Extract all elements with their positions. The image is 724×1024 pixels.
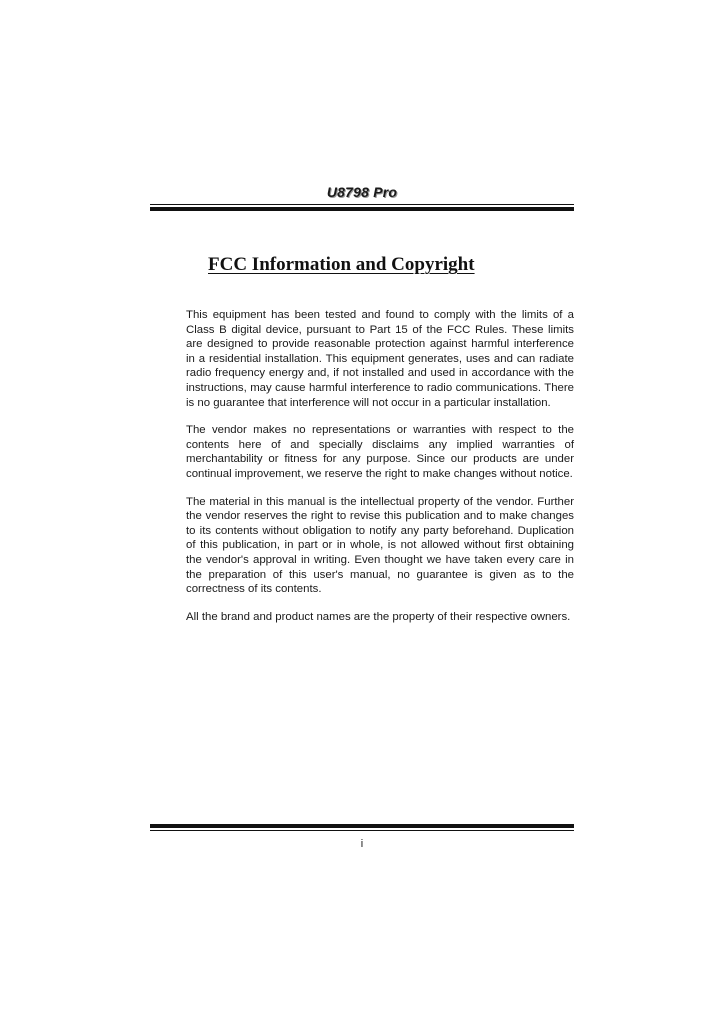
footer-rule-thick-line [150, 824, 574, 828]
footer-rule-thin-line [150, 830, 574, 831]
page-title: FCC Information and Copyright [208, 254, 475, 275]
header-rule-thin-line [150, 204, 574, 205]
header-rule-thick-line [150, 207, 574, 211]
paragraph-copyright: The material in this manual is the intellectual property of the vendor. Further the vendor reserves the right to revise this publication and to make changes to its contents without obligation to notify any party beforehand. Duplication of this publication, in part or in whole, is not allowed without first obtaining the vendor's approval in writing. Even thought we have taken every care in the preparation of this user's manual, no guarantee is given as to the correctness of its contents. [186, 495, 574, 596]
header-rule [150, 204, 574, 211]
paragraph-trademarks: All the brand and product names are the property of their respective owners. [186, 610, 571, 623]
paragraph-fcc-compliance: This equipment has been tested and found to comply with the limits of a Class B digital device, pursuant to Part 15 of the FCC Rules. These limits are designed to provide reasonable protection against harmful interference in a residential installation. This equipment generates, uses and can radiate radio frequency energy and, if not installed and used in accordance with the instructions, may cause harmful interference to radio communications. There is no guarantee that interference will not occur in a particular installation. [186, 309, 574, 409]
footer-rule [150, 824, 574, 831]
paragraph-warranty-disclaimer: The vendor makes no representations or warranties with respect to the contents here of and specially disclaims any implied warranties of merchantability or fitness for any purpose. Since our products are under continual improvement, we reserve the right to make changes without notice. [186, 424, 574, 480]
body-text [186, 308, 574, 637]
running-header-title: U8798 Pro [326, 184, 398, 200]
page-number: i [360, 838, 364, 850]
